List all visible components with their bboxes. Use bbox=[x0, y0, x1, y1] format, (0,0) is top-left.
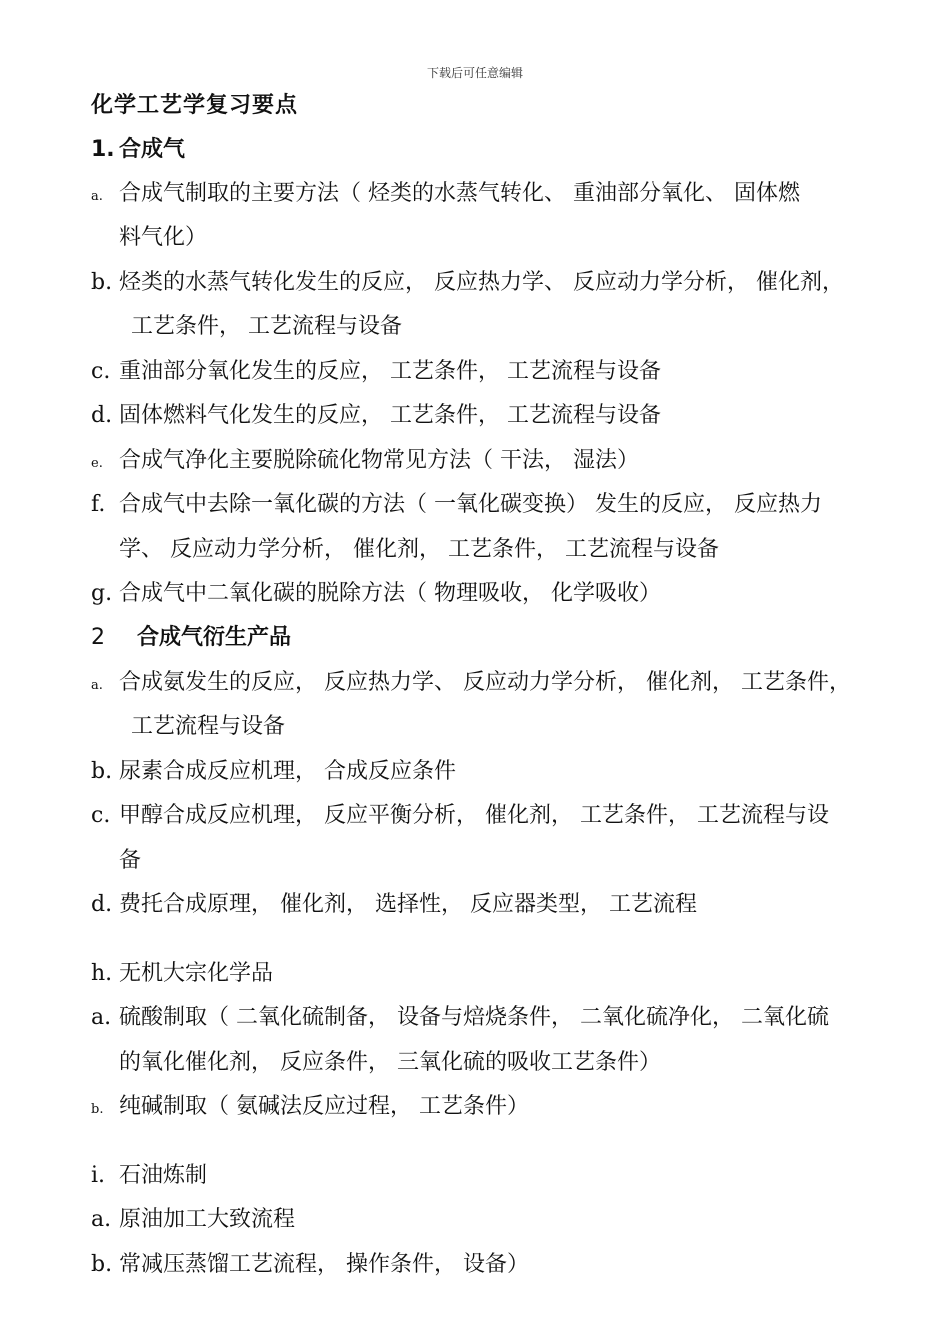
document-title: 化学工艺学复习要点 bbox=[91, 93, 299, 118]
section-title: 无机大宗化学品 bbox=[119, 961, 274, 986]
item-text: 合成气净化主要脱除硫化物常见方法（ 干法， 湿法） bbox=[119, 448, 639, 473]
section-number: 2 bbox=[91, 625, 105, 650]
section-title: 石油炼制 bbox=[119, 1163, 208, 1188]
list-item bbox=[91, 800, 829, 832]
section-2-heading bbox=[91, 622, 291, 654]
item-text-continued: 料气化） bbox=[119, 225, 208, 250]
item-text: 硫酸制取（ 二氧化硫制备， 设备与焙烧条件， 二氧化硫净化， 二氧化硫 bbox=[119, 1005, 829, 1030]
list-item bbox=[91, 267, 844, 299]
item-text: 费托合成原理， 催化剂， 选择性， 反应器类型， 工艺流程 bbox=[119, 892, 697, 917]
item-marker: b. bbox=[91, 759, 113, 784]
item-text-continued: 工艺流程与设备 bbox=[131, 714, 286, 739]
item-marker: b. bbox=[91, 1102, 104, 1117]
item-marker: f. bbox=[91, 492, 106, 517]
list-item bbox=[91, 578, 661, 610]
item-text-continued: 学、 反应动力学分析， 催化剂， 工艺条件， 工艺流程与设备 bbox=[119, 537, 719, 562]
item-marker: b. bbox=[91, 1252, 113, 1277]
item-marker: a. bbox=[91, 189, 103, 204]
item-marker: e. bbox=[91, 456, 103, 471]
item-text: 合成气中二氧化碳的脱除方法（ 物理吸收， 化学吸收） bbox=[119, 581, 661, 606]
item-text: 重油部分氧化发生的反应， 工艺条件， 工艺流程与设备 bbox=[119, 359, 661, 384]
list-item bbox=[91, 400, 661, 432]
item-text: 烃类的水蒸气转化发生的反应， 反应热力学、 反应动力学分析， 催化剂， bbox=[119, 270, 844, 295]
item-text: 合成氨发生的反应， 反应热力学、 反应动力学分析， 催化剂， 工艺条件， bbox=[119, 670, 851, 695]
item-text: 固体燃料气化发生的反应， 工艺条件， 工艺流程与设备 bbox=[119, 403, 661, 428]
item-marker: a. bbox=[91, 1207, 112, 1232]
list-item bbox=[91, 356, 661, 388]
item-text: 尿素合成反应机理， 合成反应条件 bbox=[119, 759, 456, 784]
item-marker: d. bbox=[91, 403, 113, 428]
section-i-heading bbox=[91, 1160, 207, 1192]
section-1-heading bbox=[91, 134, 185, 166]
list-item bbox=[91, 889, 697, 921]
list-item bbox=[91, 1091, 529, 1126]
list-item bbox=[91, 1249, 529, 1281]
item-text: 合成气中去除一氧化碳的方法（ 一氧化碳变换） 发生的反应， 反应热力 bbox=[119, 492, 822, 517]
item-marker: a. bbox=[91, 678, 103, 693]
header-note: 下载后可任意编辑 bbox=[426, 66, 523, 80]
item-marker: g. bbox=[91, 581, 113, 606]
section-title: 合成气 bbox=[119, 137, 186, 162]
item-marker: c. bbox=[91, 359, 111, 384]
item-text: 甲醇合成反应机理， 反应平衡分析， 催化剂， 工艺条件， 工艺流程与设 bbox=[119, 803, 829, 828]
list-item bbox=[91, 178, 800, 213]
section-number: 1. bbox=[91, 137, 115, 162]
item-text-continued: 备 bbox=[119, 848, 142, 873]
list-item bbox=[91, 489, 822, 521]
item-marker: c. bbox=[91, 803, 111, 828]
section-number: h. bbox=[91, 961, 113, 986]
section-title: 合成气衍生产品 bbox=[137, 625, 292, 650]
list-item bbox=[91, 1002, 829, 1034]
list-item bbox=[91, 667, 851, 702]
item-text-continued: 的氧化催化剂， 反应条件， 三氧化硫的吸收工艺条件） bbox=[119, 1050, 661, 1075]
list-item bbox=[91, 1204, 295, 1236]
section-h-heading bbox=[91, 958, 273, 990]
item-text: 纯碱制取（ 氨碱法反应过程， 工艺条件） bbox=[119, 1094, 529, 1119]
item-text: 原油加工大致流程 bbox=[119, 1207, 296, 1232]
item-marker: a. bbox=[91, 1005, 112, 1030]
item-text: 合成气制取的主要方法（ 烃类的水蒸气转化、 重油部分氧化、 固体燃 bbox=[119, 181, 800, 206]
item-marker: d. bbox=[91, 892, 113, 917]
section-number: i. bbox=[91, 1163, 106, 1188]
list-item bbox=[91, 756, 456, 788]
item-text-continued: 工艺条件， 工艺流程与设备 bbox=[131, 314, 402, 339]
item-marker: b. bbox=[91, 270, 113, 295]
item-text: 常减压蒸馏工艺流程， 操作条件， 设备） bbox=[119, 1252, 529, 1277]
list-item bbox=[91, 445, 639, 480]
